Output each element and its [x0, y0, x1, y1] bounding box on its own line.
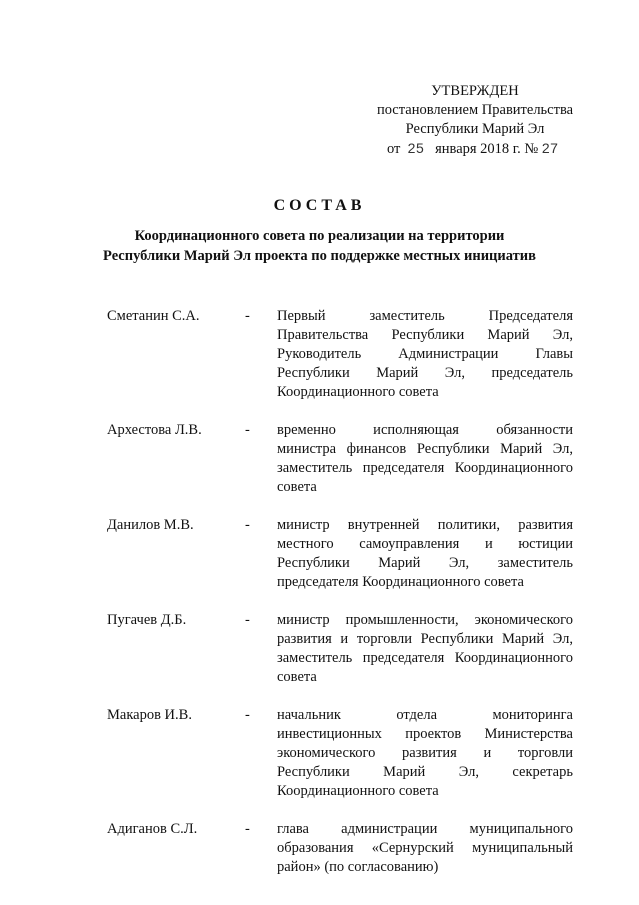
member-description: [277, 307, 573, 402]
document-title: СОСТАВ: [273, 197, 366, 214]
member-entry: [107, 516, 577, 592]
member-description-line: заместитель председателя Координационного: [277, 650, 573, 666]
decree-number: 27: [541, 140, 559, 156]
member-description-line: Руководитель Администрации Главы: [277, 346, 573, 362]
member-description-line: заместитель председателя Координационного: [277, 460, 573, 476]
member-description-line: начальник отдела мониторинга: [277, 707, 573, 723]
member-dash: -: [245, 612, 250, 628]
member-dash: -: [245, 821, 250, 837]
member-description-line: местного самоуправления и юстиции: [277, 536, 573, 552]
approval-line-1: постановлением Правительства: [376, 102, 574, 118]
member-description-line: экономического развития и торговли: [277, 745, 573, 761]
member-description-line: развития и торговли Республики Марий Эл,: [277, 631, 573, 647]
member-description: [277, 820, 573, 877]
member-description-line: Республики Марий Эл, секретарь: [277, 764, 573, 780]
member-description-line: Республики Марий Эл, председатель: [277, 365, 573, 381]
member-entry: [107, 820, 577, 877]
member-description-line: Координационного совета: [277, 384, 439, 400]
member-description-line: министр внутренней политики, развития: [277, 517, 573, 533]
member-description-line: совета: [277, 669, 317, 685]
member-name: Макаров И.В.: [107, 707, 192, 723]
member-description-line: Координационного совета: [277, 783, 439, 799]
approval-status: УТВЕРЖДЕН: [431, 83, 519, 99]
member-entry: [107, 706, 577, 801]
document-subtitle: [0, 226, 639, 266]
member-name: Сметанин С.А.: [107, 308, 200, 324]
member-description: [277, 706, 573, 801]
approval-line-2: Республики Марий Эл: [405, 121, 545, 137]
member-description-line: совета: [277, 479, 317, 495]
date-day: 25: [407, 140, 425, 156]
date-prefix: от: [387, 141, 401, 157]
members-list: [107, 307, 577, 896]
member-description: [277, 421, 573, 497]
member-name: Пугачев Д.Б.: [107, 612, 187, 628]
member-dash: -: [245, 422, 250, 438]
member-description: [277, 516, 573, 592]
member-dash: -: [245, 707, 250, 723]
member-entry: [107, 611, 577, 687]
member-description-line: председателя Координационного совета: [277, 574, 524, 590]
member-description-line: Правительства Республики Марий Эл,: [277, 327, 573, 343]
member-dash: -: [245, 517, 250, 533]
member-description-line: министр промышленности, экономического: [277, 612, 573, 628]
member-description-line: образования «Сернурский муниципальный: [277, 840, 573, 856]
member-name: Адиганов С.Л.: [107, 821, 198, 837]
member-description-line: глава администрации муниципального: [277, 821, 573, 837]
member-description: [277, 611, 573, 687]
member-entry: [107, 421, 577, 497]
member-entry: [107, 307, 577, 402]
member-dash: -: [245, 308, 250, 324]
member-description-line: Республики Марий Эл, заместитель: [277, 555, 573, 571]
approval-block: [330, 82, 620, 159]
member-description-line: Первый заместитель Председателя: [277, 308, 573, 324]
member-name: Данилов М.В.: [107, 517, 194, 533]
subtitle-line-2: Республики Марий Эл проекта по поддержке местных инициатив: [103, 248, 536, 264]
member-description-line: временно исполняющая обязанности: [277, 422, 573, 438]
member-description-line: министра финансов Республики Марий Эл,: [277, 441, 573, 457]
approval-date-line: [330, 139, 620, 159]
subtitle-line-1: Координационного совета по реализации на территории: [134, 228, 505, 244]
member-description-line: инвестиционных проектов Министерства: [277, 726, 573, 742]
member-description-line: район» (по согласованию): [277, 859, 439, 875]
member-name: Архестова Л.В.: [107, 422, 202, 438]
date-month-year: января 2018 г. №: [435, 141, 539, 157]
